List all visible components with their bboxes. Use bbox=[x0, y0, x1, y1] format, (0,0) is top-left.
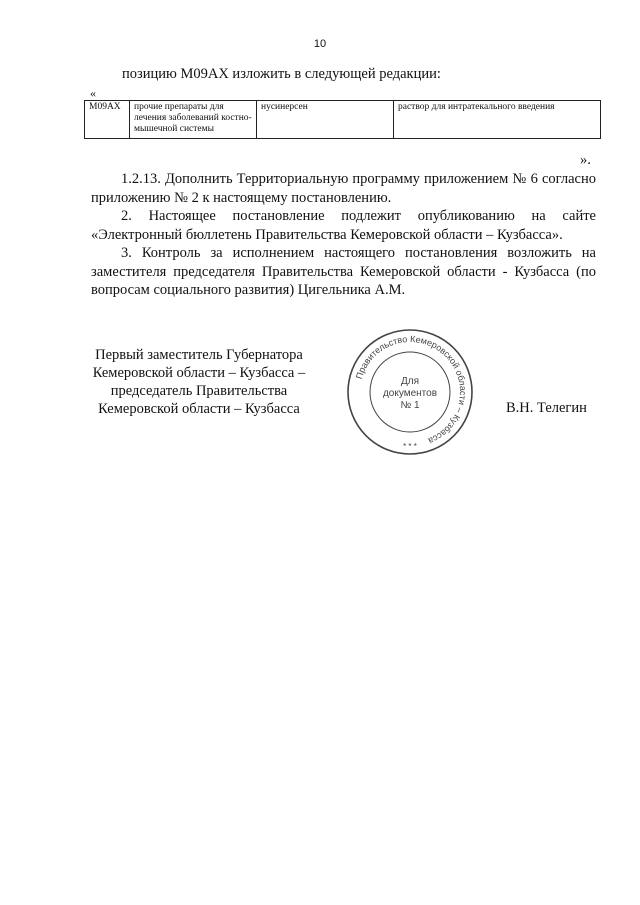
paragraph-3: 3. Контроль за исполнением настоящего постановления возложить на заместителя председателя Правительства Кемеровской области - Кузбасса (по вопросам социального развития) Цигельника А.М. bbox=[91, 245, 596, 298]
closing-quote: ». bbox=[580, 152, 591, 168]
intro-text: позицию М09АХ изложить в следующей редакции: bbox=[122, 66, 441, 82]
signature-line: Кемеровской области – Кузбасса bbox=[98, 401, 300, 417]
page-number: 10 bbox=[313, 38, 327, 50]
table-cell-group: прочие препараты для лечения заболеваний костно-мышечной системы bbox=[130, 101, 257, 139]
seal-center-line: № 1 bbox=[400, 400, 420, 411]
drug-table bbox=[84, 100, 601, 139]
official-seal bbox=[345, 327, 475, 457]
table-row bbox=[85, 101, 601, 139]
signature-line: Кемеровской области – Кузбасса – bbox=[92, 365, 306, 381]
table-cell-form: раствор для интратекального введения bbox=[394, 101, 601, 139]
paragraph-2: 2. Настоящее постановление подлежит опубликованию на сайте «Электронный бюллетень Правительства Кемеровской области – Кузбасса». bbox=[91, 208, 596, 243]
seal-center-line: документов bbox=[382, 388, 438, 399]
seal-stars: * * * bbox=[403, 442, 417, 451]
paragraph-1-2-13: 1.2.13. Дополнить Территориальную программу приложением № 6 согласно приложению № 2 к настоящему постановлению. bbox=[91, 171, 596, 206]
table-cell-drug: нусинерсен bbox=[257, 101, 394, 139]
table-cell-code: М09АХ bbox=[85, 101, 130, 139]
signature-line: Первый заместитель Губернатора bbox=[95, 347, 303, 363]
opening-quote: « bbox=[90, 86, 96, 100]
signature-line: председатель Правительства bbox=[110, 383, 288, 399]
signer-name: В.Н. Телегин bbox=[506, 400, 587, 416]
seal-ring-text: Правительство Кемеровской области – Кузбасса bbox=[353, 333, 469, 447]
signature-block bbox=[84, 346, 314, 418]
seal-center-line: Для bbox=[400, 376, 420, 387]
